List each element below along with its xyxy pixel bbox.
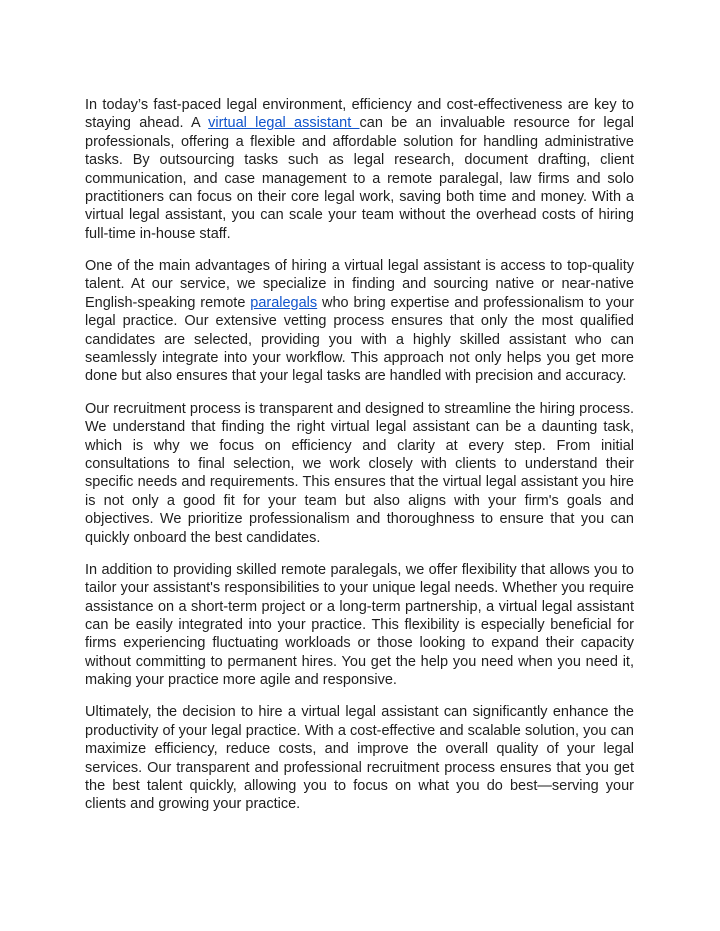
paragraph-flexibility: In addition to providing skilled remote paralegals, we offer flexibility that allows you to tailor your assistant's responsibilities to your unique legal needs. Whether you require assistance on a short-term project or a long-term partnership, a virtual legal assistant can be easily integrated into your practice. This flexibility is especially beneficial for firms experiencing fluctuating workloads or those looking to expand their capacity without committing to permanent hires. You get the help you need when you need it, making your practice more agile and responsive. xyxy=(85,561,634,689)
paragraph-advantages xyxy=(85,257,634,386)
paragraph-text: who bring expertise and professionalism to your legal practice. Our extensive vetting process ensures that only the most qualified candidates are selected, providing you with a highly skilled assistant who can seamlessly integrate into your workflow. This approach not only helps you get more done but also ensures that your legal tasks are handled with precision and accuracy. xyxy=(85,294,634,385)
paralegals-link[interactable]: paralegals xyxy=(250,294,318,311)
paragraph-text: One of the main advantages of hiring a virtual legal assistant is access to top-quality talent. At our service, we specialize in finding and sourcing native or near-native English-speaking remote xyxy=(85,258,634,311)
document-body xyxy=(85,96,634,828)
paragraph-conclusion: Ultimately, the decision to hire a virtual legal assistant can significantly enhance the productivity of your legal practice. With a cost-effective and scalable solution, you can maximize efficiency, reduce costs, and improve the overall quality of your legal services. Our transparent and professional recruitment process ensures that you get the best talent quickly, allowing you to focus on what you do best—serving your clients and growing your practice. xyxy=(85,704,634,813)
paragraph-intro xyxy=(85,96,634,243)
paragraph-text: can be an invaluable resource for legal professionals, offering a flexible and affordable solution for handling administrative tasks. By outsourcing tasks such as legal research, document drafting, client communication, and case management to a remote paralegal, law firms and solo practitioners can focus on their core legal work, saving both time and money. With a virtual legal assistant, you can scale your team without the overhead costs of hiring full-time in-house staff. xyxy=(85,115,635,242)
virtual-legal-assistant-link[interactable]: virtual legal assistant xyxy=(208,115,360,132)
paragraph-text: In today’s fast-paced legal environment, efficiency and cost-effectiveness are key to staying ahead. A xyxy=(85,97,634,132)
paragraph-recruitment: Our recruitment process is transparent and designed to streamline the hiring process. We understand that finding the right virtual legal assistant can be a daunting task, which is why we focus on efficiency and clarity at every step. From initial consultations to final selection, we work closely with clients to understand their specific needs and requirements. This ensures that the virtual legal assistant you hire is not only a good fit for your team but also aligns with your firm's goals and objectives. We prioritize professionalism and thoroughness to ensure that you can quickly onboard the best candidates. xyxy=(85,400,634,546)
